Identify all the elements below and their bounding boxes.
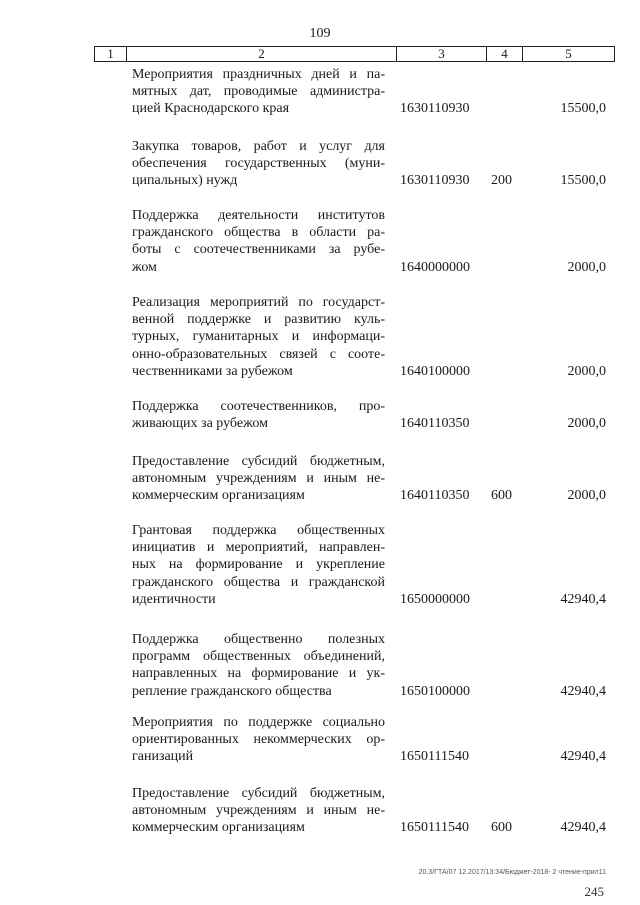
- row-description: [132, 66, 385, 118]
- description-line: ориентированных некоммерческих ор-: [132, 732, 385, 748]
- description-line: цией Краснодарского края: [132, 101, 290, 117]
- header-col-3: 3: [397, 47, 487, 61]
- row-code: 1650000000: [400, 591, 470, 607]
- description-line: Поддержка деятельности институтов: [132, 208, 385, 223]
- description-line: Грантовая поддержка общественных: [132, 523, 385, 538]
- row-code: 1650100000: [400, 683, 470, 699]
- header-col-2: 2: [127, 47, 397, 61]
- row-amount: 15500,0: [560, 101, 606, 117]
- description-line: программ общественных объединений,: [132, 649, 385, 665]
- description-line: ципальных) нужд: [132, 173, 238, 189]
- description-line: жом: [132, 259, 157, 275]
- row-code: 1650111540: [400, 749, 469, 765]
- description-line: автономным учреждениям и иным не-: [132, 471, 385, 487]
- row-code: 1640000000: [400, 259, 470, 275]
- description-line: гражданского общества в области ра-: [132, 225, 385, 241]
- description-line: направленных на формирование и ук-: [132, 666, 385, 682]
- row-amount: 2000,0: [567, 488, 606, 504]
- row-description: [132, 453, 385, 505]
- row-description: [132, 785, 385, 837]
- description-line: автономным учреждениям и иным не-: [132, 803, 385, 819]
- row-amount: 42940,4: [560, 683, 606, 699]
- description-line: коммерческим организациям: [132, 488, 305, 504]
- row-expense-type: 600: [491, 488, 512, 504]
- row-amount: 42940,4: [560, 820, 606, 836]
- row-amount: 2000,0: [567, 259, 606, 275]
- row-amount: 2000,0: [567, 363, 606, 379]
- description-line: ных на формирование и укрепление: [132, 557, 385, 573]
- row-amount: 42940,4: [560, 749, 606, 765]
- header-col-4: 4: [487, 47, 523, 61]
- description-line: Реализация мероприятий по государст-: [132, 295, 385, 310]
- description-line: Мероприятия праздничных дней и па-: [132, 67, 385, 82]
- row-amount: 15500,0: [560, 173, 606, 189]
- description-line: идентичности: [132, 591, 216, 607]
- description-line: репление гражданского общества: [132, 683, 332, 699]
- page-number-bottom: 245: [584, 884, 604, 899]
- header-col-5: 5: [565, 46, 572, 61]
- description-line: Мероприятия по поддержке социально: [132, 715, 385, 730]
- description-line: инициатив и мероприятий, направлен-: [132, 540, 385, 556]
- row-description: [132, 294, 385, 380]
- page-number-top: 109: [309, 26, 331, 41]
- row-code: 1640110350: [400, 416, 470, 432]
- header-col-1: 1: [95, 47, 127, 61]
- footer-meta: 20.3/ГТА/07 12.2017/13:34/Бюджет-2018- 2 чтение-прил11: [418, 869, 606, 876]
- row-description: [132, 398, 385, 432]
- description-line: Предоставление субсидий бюджетным,: [132, 454, 385, 469]
- row-description: [132, 207, 385, 276]
- row-expense-type: 200: [491, 173, 512, 189]
- description-line: коммерческим организациям: [132, 820, 305, 836]
- row-description: [132, 522, 385, 608]
- row-code: 1630110930: [400, 173, 470, 189]
- row-description: [132, 138, 385, 190]
- row-amount: 2000,0: [567, 416, 606, 432]
- row-code: 1640100000: [400, 363, 470, 379]
- row-description: [132, 714, 385, 766]
- table-header: [94, 46, 615, 62]
- description-line: ганизаций: [132, 749, 194, 765]
- description-line: мятных дат, проводимые администра-: [132, 84, 385, 100]
- row-amount: 42940,4: [560, 591, 606, 607]
- description-line: Закупка товаров, работ и услуг для: [132, 139, 385, 154]
- description-line: живающих за рубежом: [132, 416, 268, 432]
- row-code: 1640110350: [400, 488, 470, 504]
- row-expense-type: 600: [491, 820, 512, 836]
- description-line: Поддержка соотечественников, про-: [132, 399, 385, 414]
- description-line: онно-образовательных связей с сооте-: [132, 346, 385, 362]
- row-description: [132, 631, 385, 700]
- description-line: боты с соотечественниками за рубе-: [132, 242, 385, 258]
- description-line: Предоставление субсидий бюджетным,: [132, 786, 385, 801]
- description-line: турных, гуманитарных и информаци-: [132, 329, 385, 345]
- description-line: обеспечения государственных (муни-: [132, 156, 385, 172]
- description-line: чественниками за рубежом: [132, 363, 293, 379]
- row-code: 1650111540: [400, 820, 469, 836]
- description-line: Поддержка общественно полезных: [132, 632, 385, 647]
- description-line: венной поддержке и развитию куль-: [132, 312, 385, 328]
- description-line: гражданского общества и гражданской: [132, 574, 385, 590]
- row-code: 1630110930: [400, 101, 470, 117]
